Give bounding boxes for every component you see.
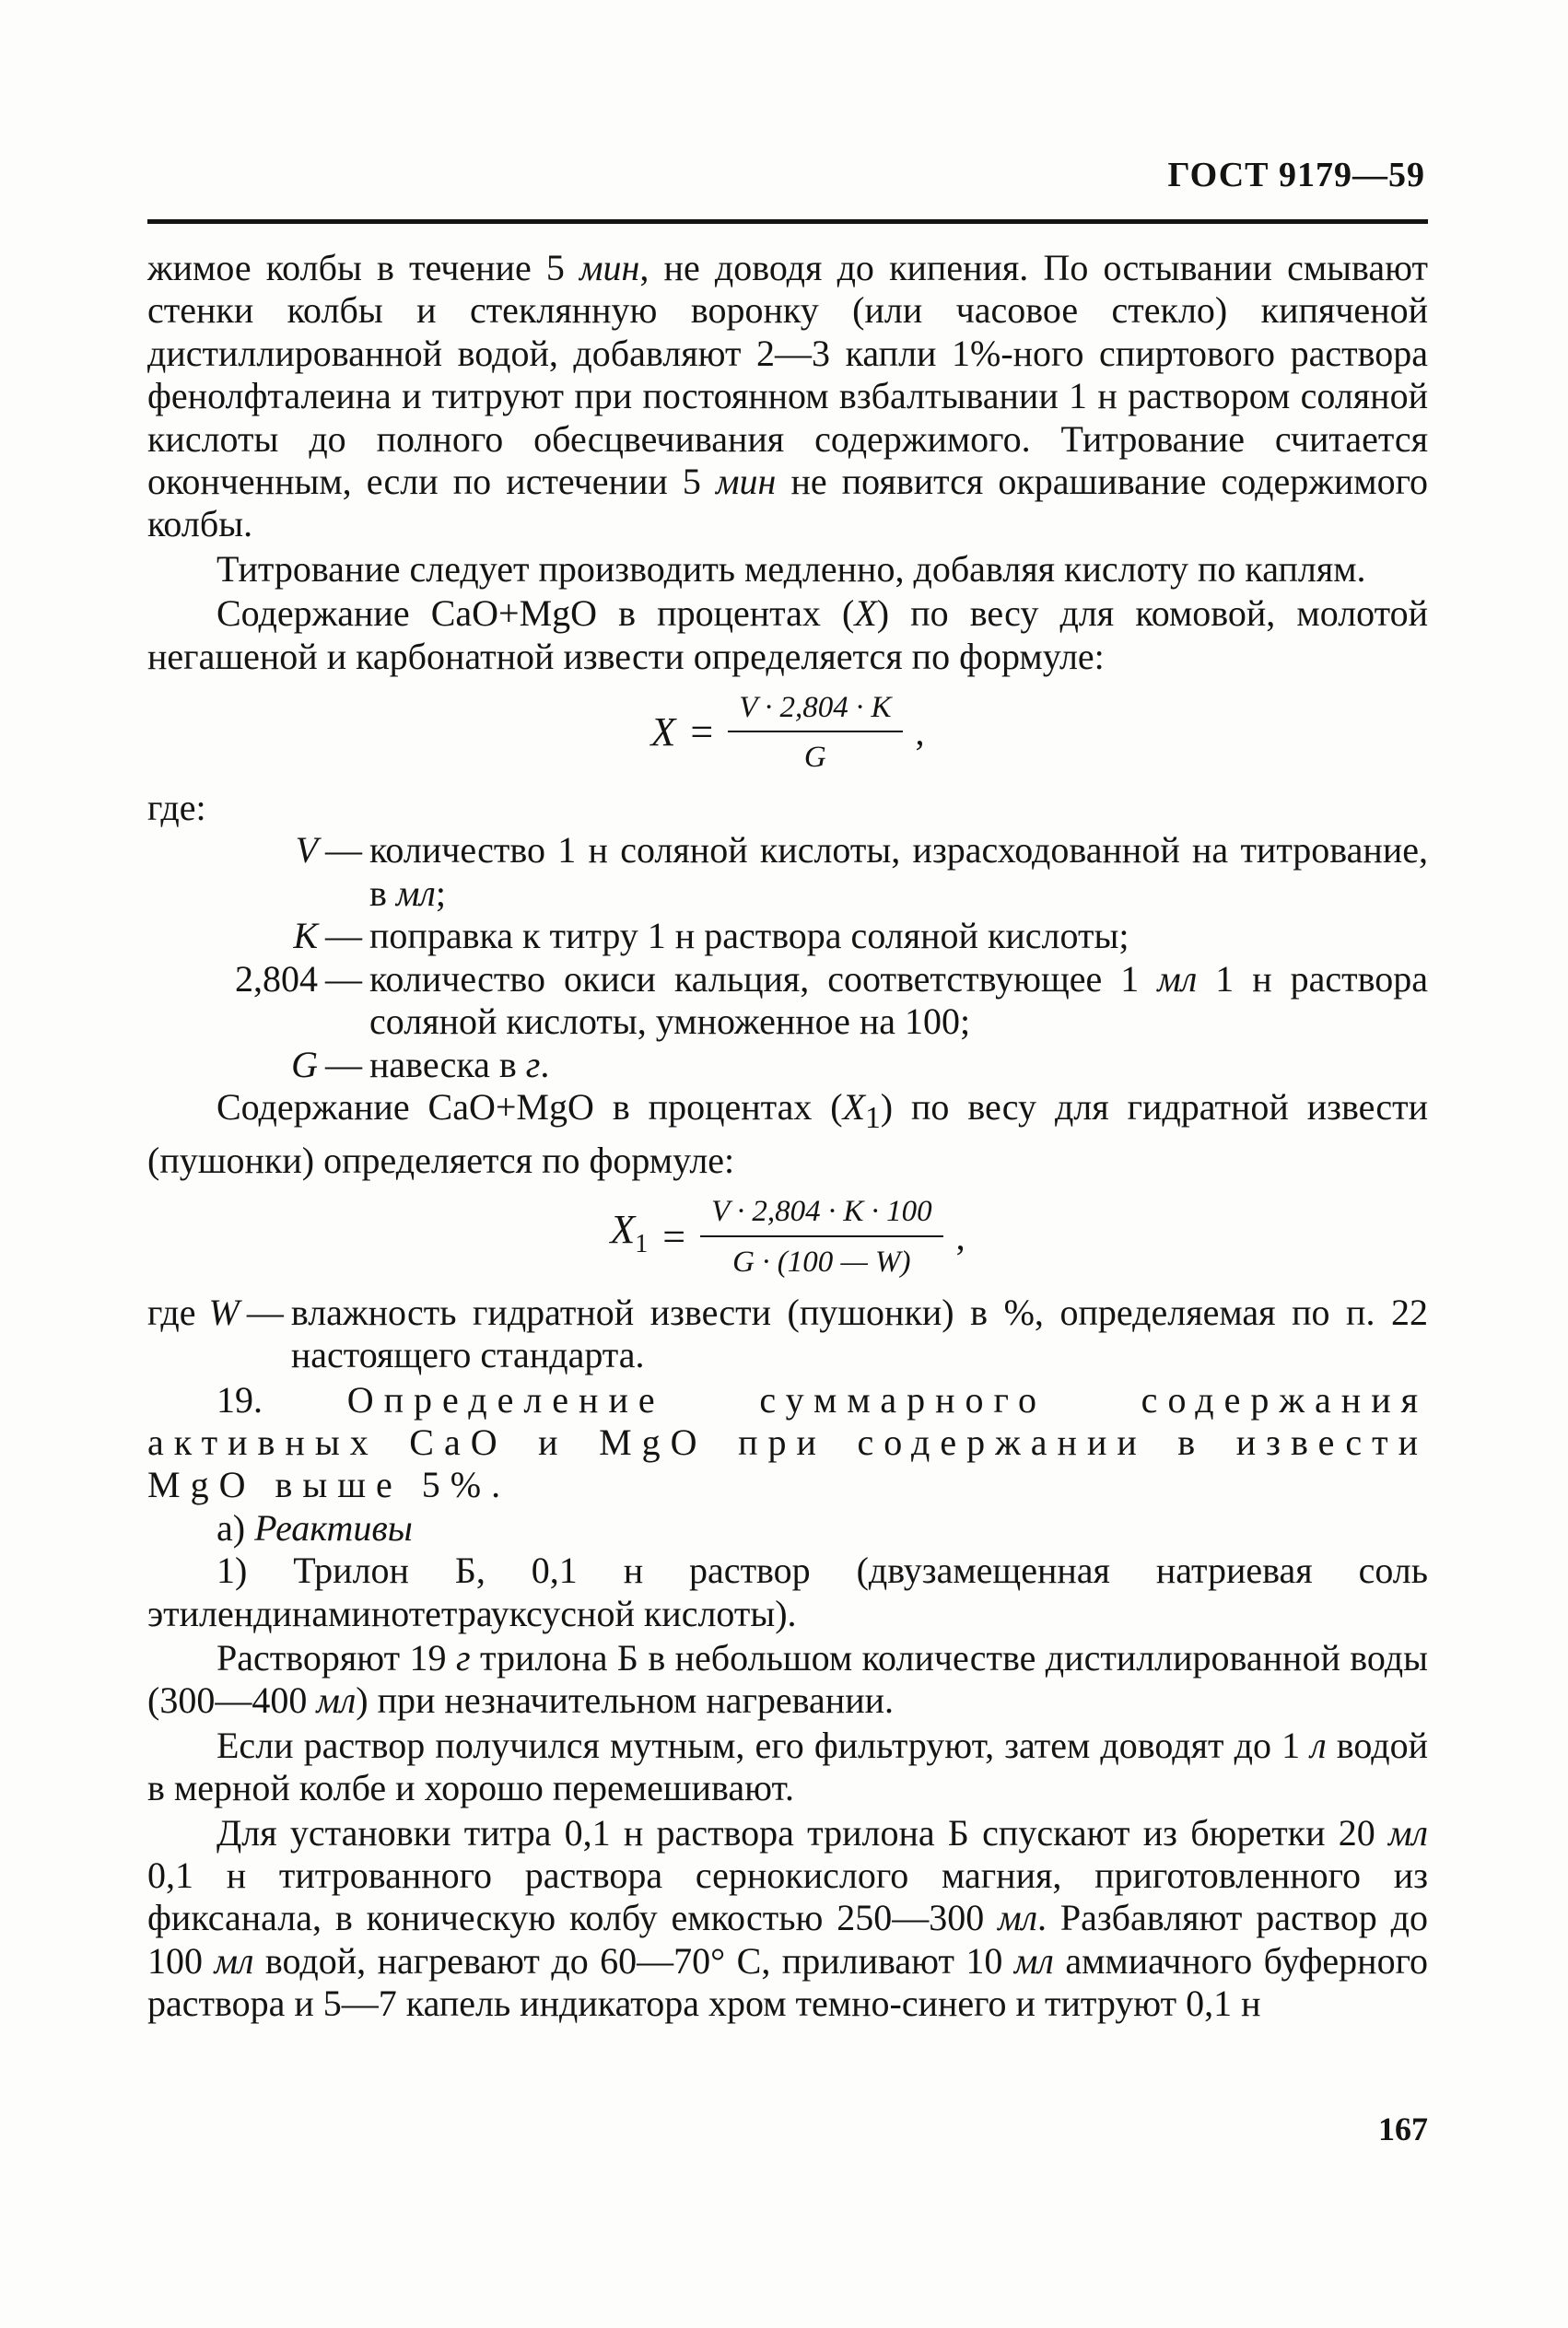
definition-v: [147, 829, 1428, 915]
text: водой в мерной колбе и хорошо перемешивают.: [147, 1724, 1429, 1809]
text: Для установки титра 0,1 н раствора трилона Б спускают из бюретки 20: [216, 1811, 1389, 1854]
subsection-title: Реактивы: [254, 1506, 413, 1549]
definition-text: [369, 1044, 1428, 1086]
definition-text: [369, 958, 1428, 1044]
variable: X: [854, 592, 877, 635]
section-19-heading: [147, 1379, 1428, 1507]
unit: г: [455, 1636, 471, 1679]
formula-fraction: [700, 1190, 943, 1283]
definition-symbol: G: [291, 1043, 318, 1085]
definition-2804: [147, 958, 1428, 1044]
text: . Разбавляют раствор до 100: [147, 1897, 1428, 1982]
definition-dash: —: [246, 1291, 284, 1333]
text: количество 1 н соляной кислоты, израсходованной на титрование, в: [369, 829, 1428, 914]
formula-comma: ,: [915, 710, 925, 753]
paragraph-hydrate-formula-intro: [147, 1086, 1428, 1183]
formula-equals: =: [662, 1213, 686, 1259]
text: Содержание CaO+MgO в процентах (: [216, 1085, 843, 1128]
page-number: 167: [1378, 2111, 1428, 2147]
unit: мин: [716, 461, 777, 503]
unit: мл: [1157, 957, 1198, 1000]
header-rule: [147, 219, 1428, 224]
definition-g: [147, 1044, 1428, 1086]
page-header: ГОСТ 9179—59: [1167, 156, 1425, 194]
text: ) по весу для комовой, молотой негашеной и карбонатной извести определяется по формуле:: [147, 592, 1428, 677]
formula-x1: [147, 1187, 1428, 1288]
definition-w: [147, 1292, 1428, 1377]
text: аммиачного буферного раствора и 5—7 капель индикатора хром темно-синего и титруют 0,1 н: [147, 1939, 1428, 2025]
text: не появится окрашивание содержимого колбы.: [147, 461, 1428, 545]
formula-x: [147, 682, 1428, 783]
variable: X: [842, 1085, 866, 1128]
text: ) по весу для гидратной извести (пушонки) определяется по формуле:: [147, 1085, 1428, 1182]
text: , не доводя до кипения. По остывании смывают стенки колбы и стеклянную воронку (или часовое стекло) кипяченой дистиллированной водой, добавляют 2—3 капли 1%-ного спиртового раствора фенолфталеина и титруют при постоянном взбалтывании 1 н раствором соляной кислоты до полного обесцвечивания содержимого. Титрование считается оконченным, если по истечении 5: [147, 247, 1428, 503]
definition-dash: —: [325, 957, 362, 1000]
formula-equals: =: [690, 708, 714, 755]
unit: мл: [1388, 1811, 1428, 1854]
formula-numerator: V · 2,804 · K · 100: [700, 1190, 943, 1236]
formula-comma: ,: [955, 1215, 965, 1258]
definition-dash: —: [325, 829, 362, 872]
where-w-label: где: [147, 1291, 196, 1333]
formula-lhs: X: [650, 708, 676, 755]
text: жимое колбы в течение 5: [147, 247, 580, 288]
unit: мл: [214, 1939, 254, 1982]
section-number: 19.: [216, 1378, 263, 1421]
definition-symbol: V: [295, 829, 318, 872]
page-body: [147, 247, 1428, 2026]
definition-symbol: K: [293, 915, 318, 957]
formula-lhs: [610, 1206, 649, 1266]
definitions-list: [147, 829, 1428, 1085]
text: Если раствор получился мутным, его фильтруют, затем доводят до 1: [216, 1724, 1311, 1766]
unit: мл: [1013, 1939, 1054, 1982]
definition-text: поправка к титру 1 н раствора соляной кислоты;: [369, 915, 1129, 957]
paragraph-content-formula-intro: [147, 592, 1428, 678]
definition-text: влажность гидратной извести (пушонки) в %, определяемая по п. 22 настоящего стандарта.: [290, 1291, 1428, 1376]
text: ;: [435, 872, 446, 914]
formula-denominator: G: [803, 741, 826, 775]
text: 1 н раствора соляной кислоты, умноженное на 100;: [369, 957, 1428, 1043]
text: трилона Б в небольшом количестве дистиллированной воды (300—400: [147, 1636, 1428, 1722]
paragraph-dissolve: [147, 1637, 1428, 1723]
definition-dash: —: [325, 915, 362, 957]
paragraph-titration-procedure: [147, 247, 1428, 546]
definition-text: [369, 829, 1428, 915]
definition-symbol: 2,804: [235, 957, 318, 1000]
unit: мл: [395, 872, 436, 914]
subsection-reagents: [147, 1507, 1428, 1550]
unit: мл: [316, 1679, 357, 1722]
paragraph-titer-setup: [147, 1812, 1428, 2026]
text: водой, нагревают до 60—70° С, приливают 10: [253, 1939, 1014, 1982]
text: Растворяют 19: [216, 1636, 456, 1679]
text: а): [216, 1506, 255, 1549]
formula-lhs-sub: 1: [635, 1229, 649, 1258]
section-title: Определение суммарного содержания активных CaO и MgO при содержании в извести MgO выше 5%.: [147, 1378, 1428, 1506]
formula-numerator: V · 2,804 · K: [728, 686, 902, 732]
text: .: [540, 1043, 550, 1085]
formula-fraction: [728, 686, 902, 779]
text: навеска в: [369, 1043, 526, 1085]
unit: мин: [579, 247, 640, 288]
paragraph-filter: [147, 1725, 1428, 1810]
definition-dash: —: [325, 1043, 362, 1085]
reagent-trilon: 1) Трилон Б, 0,1 н раствор (двузамещенная натриевая соль этилендинаминотетрауксусной кислоты).: [147, 1550, 1428, 1634]
subscript: 1: [865, 1100, 881, 1135]
text: количество окиси кальция, соответствующее 1: [369, 957, 1158, 1000]
definition-symbol: W: [208, 1291, 240, 1333]
unit: л: [1310, 1724, 1327, 1766]
text: 0,1 н титрованного раствора сернокислого магния, приготовленного из фиксанала, в коническую колбу емкостью 250—300: [147, 1854, 1428, 1939]
text: Содержание CaO+MgO в процентах (: [216, 592, 855, 635]
unit: мл: [998, 1897, 1038, 1939]
text: ) при незначительном нагревании.: [356, 1679, 895, 1722]
paragraph-titration-slowly: Титрование следует производить медленно, добавляя кислоту по каплям.: [216, 547, 1366, 590]
formula-denominator: G · (100 — W): [732, 1245, 911, 1279]
unit: г: [525, 1043, 541, 1085]
formula-lhs-var: X: [610, 1206, 636, 1252]
definition-k: [147, 915, 1428, 957]
where-label: где:: [147, 787, 206, 829]
